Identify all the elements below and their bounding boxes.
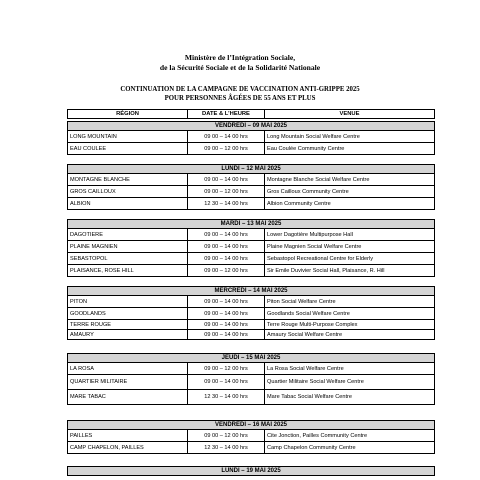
day-block — [67, 219, 435, 277]
table-row — [67, 198, 435, 210]
row-region: PLAINE MAGNIEN — [68, 241, 188, 252]
row-time: 09 00 – 14 00 hrs — [188, 308, 265, 319]
day-heading: LUNDI – 19 MAI 2025 — [67, 466, 435, 476]
row-time: 09 00 – 12 00 hrs — [188, 363, 265, 374]
table-row — [67, 375, 435, 390]
row-region: GROS CAILLOUX — [68, 186, 188, 197]
row-venue: Montagne Blanche Social Welfare Centre — [267, 176, 370, 183]
day-heading: MERCREDI – 14 MAI 2025 — [67, 286, 435, 296]
row-time: 12 30 – 14 00 hrs — [188, 390, 265, 404]
row-region: SEBASTOPOL — [68, 253, 188, 264]
header-datetime: DATE & L’HEURE — [188, 110, 265, 118]
row-venue: Amaury Social Welfare Centre — [267, 331, 343, 338]
row-venue: Albion Community Centre — [267, 200, 331, 207]
table-row — [67, 442, 435, 454]
row-region: ALBION — [68, 198, 188, 209]
row-time: 12 30 – 14 00 hrs — [188, 198, 265, 209]
ministry-name-line1: Ministère de l’Intégration Sociale, — [184, 53, 296, 62]
day-block — [67, 466, 435, 476]
row-venue: Terre Rouge Multi-Purpose Complex — [267, 321, 358, 328]
campaign-title-line2: POUR PERSONNES ÂGÉES DE 55 ANS ET PLUS — [164, 95, 316, 102]
row-time: 09 00 – 14 00 hrs — [188, 320, 265, 329]
header-region: RÉGION — [68, 110, 188, 118]
table-row — [67, 390, 435, 405]
day-heading: VENDREDI – 16 MAI 2025 — [67, 420, 435, 430]
table-row — [67, 430, 435, 442]
row-venue: Sir Emile Duvivier Social Hall, Plaisance, R. Hill — [267, 267, 385, 274]
row-region: EAU COULEE — [68, 143, 188, 154]
row-region: QUARTIER MILITAIRE — [68, 375, 188, 389]
row-region: PAILLES — [68, 430, 188, 441]
day-block — [67, 286, 435, 340]
row-venue: Camp Chapelon Community Centre — [267, 444, 356, 451]
campaign-title-line1: CONTINUATION DE LA CAMPAGNE DE VACCINATION ANTI-GRIPPE 2025 — [120, 86, 360, 93]
row-venue: Cite Jonction, Pailles Community Centre — [267, 432, 368, 439]
row-time: 09 00 – 12 00 hrs — [188, 430, 265, 441]
day-heading: JEUDI – 15 MAI 2025 — [67, 353, 435, 363]
row-region: GOODLANDS — [68, 308, 188, 319]
row-venue: Goodlands Social Welfare Centre — [267, 310, 350, 317]
row-region: CAMP CHAPELON, PAILLES — [68, 442, 188, 453]
row-venue: Sebastopol Recreational Centre for Elderly — [267, 255, 374, 262]
row-time: 09 00 – 14 00 hrs — [188, 131, 265, 142]
row-time: 09 00 – 12 00 hrs — [188, 186, 265, 197]
day-heading: VENDREDI – 09 MAI 2025 — [67, 121, 435, 131]
row-time: 09 00 – 14 00 hrs — [188, 296, 265, 307]
row-venue: La Rosa Social Welfare Centre — [267, 365, 344, 372]
day-heading: MARDI – 13 MAI 2025 — [67, 219, 435, 229]
row-time: 09 00 – 14 00 hrs — [188, 330, 265, 339]
table-row — [67, 174, 435, 186]
day-block — [67, 121, 435, 155]
table-header — [67, 109, 435, 119]
day-block — [67, 164, 435, 210]
row-venue: Piton Social Welfare Centre — [267, 298, 336, 305]
row-time: 09 00 – 14 00 hrs — [188, 375, 265, 389]
row-time: 09 00 – 14 00 hrs — [188, 241, 265, 252]
row-region: PLAISANCE, ROSE HILL — [68, 265, 188, 276]
table-row — [67, 241, 435, 253]
row-time: 09 00 – 12 00 hrs — [188, 143, 265, 154]
table-row — [67, 265, 435, 277]
row-venue: Plaine Magnien Social Welfare Centre — [267, 243, 362, 250]
table-row — [67, 229, 435, 241]
row-region: TERRE ROUGE — [68, 320, 188, 329]
table-row — [67, 131, 435, 143]
row-region: AMAURY — [68, 330, 188, 339]
row-time: 09 00 – 12 00 hrs — [188, 265, 265, 276]
day-block — [67, 353, 435, 405]
table-row — [67, 143, 435, 155]
row-venue: Long Mountain Social Welfare Centre — [267, 133, 360, 140]
table-row — [67, 186, 435, 198]
table-row — [67, 308, 435, 320]
row-venue: Eau Coulée Community Centre — [267, 145, 345, 152]
table-row — [67, 296, 435, 308]
day-block — [67, 420, 435, 454]
row-venue: Quartier Militaire Social Welfare Centre — [267, 379, 364, 385]
row-region: PITON — [68, 296, 188, 307]
row-time: 09 00 – 14 00 hrs — [188, 253, 265, 264]
row-time: 09 00 – 14 00 hrs — [188, 174, 265, 185]
table-row — [67, 253, 435, 265]
row-region: LONG MOUNTAIN — [68, 131, 188, 142]
row-region: DAGOTIERE — [68, 229, 188, 240]
row-region: LA ROSA — [68, 363, 188, 374]
table-row — [67, 320, 435, 330]
ministry-name-line2: de la Sécurité Sociale et de la Solidarité Nationale — [159, 63, 321, 72]
table-row — [67, 330, 435, 340]
row-venue: Gros Cailloux Community Centre — [267, 188, 349, 195]
row-region: MONTAGNE BLANCHE — [68, 174, 188, 185]
row-time: 12 30 – 14 00 hrs — [188, 442, 265, 453]
day-heading: LUNDI – 12 MAI 2025 — [67, 164, 435, 174]
header-venue: VENUE — [339, 111, 360, 117]
table-row — [67, 363, 435, 375]
row-venue: Lower Dagotière Multipurpose Hall — [267, 231, 353, 238]
row-region: MARE TABAC — [68, 390, 188, 404]
row-time: 09 00 – 14 00 hrs — [188, 229, 265, 240]
row-venue: Mare Tabac Social Welfare Centre — [267, 394, 352, 400]
